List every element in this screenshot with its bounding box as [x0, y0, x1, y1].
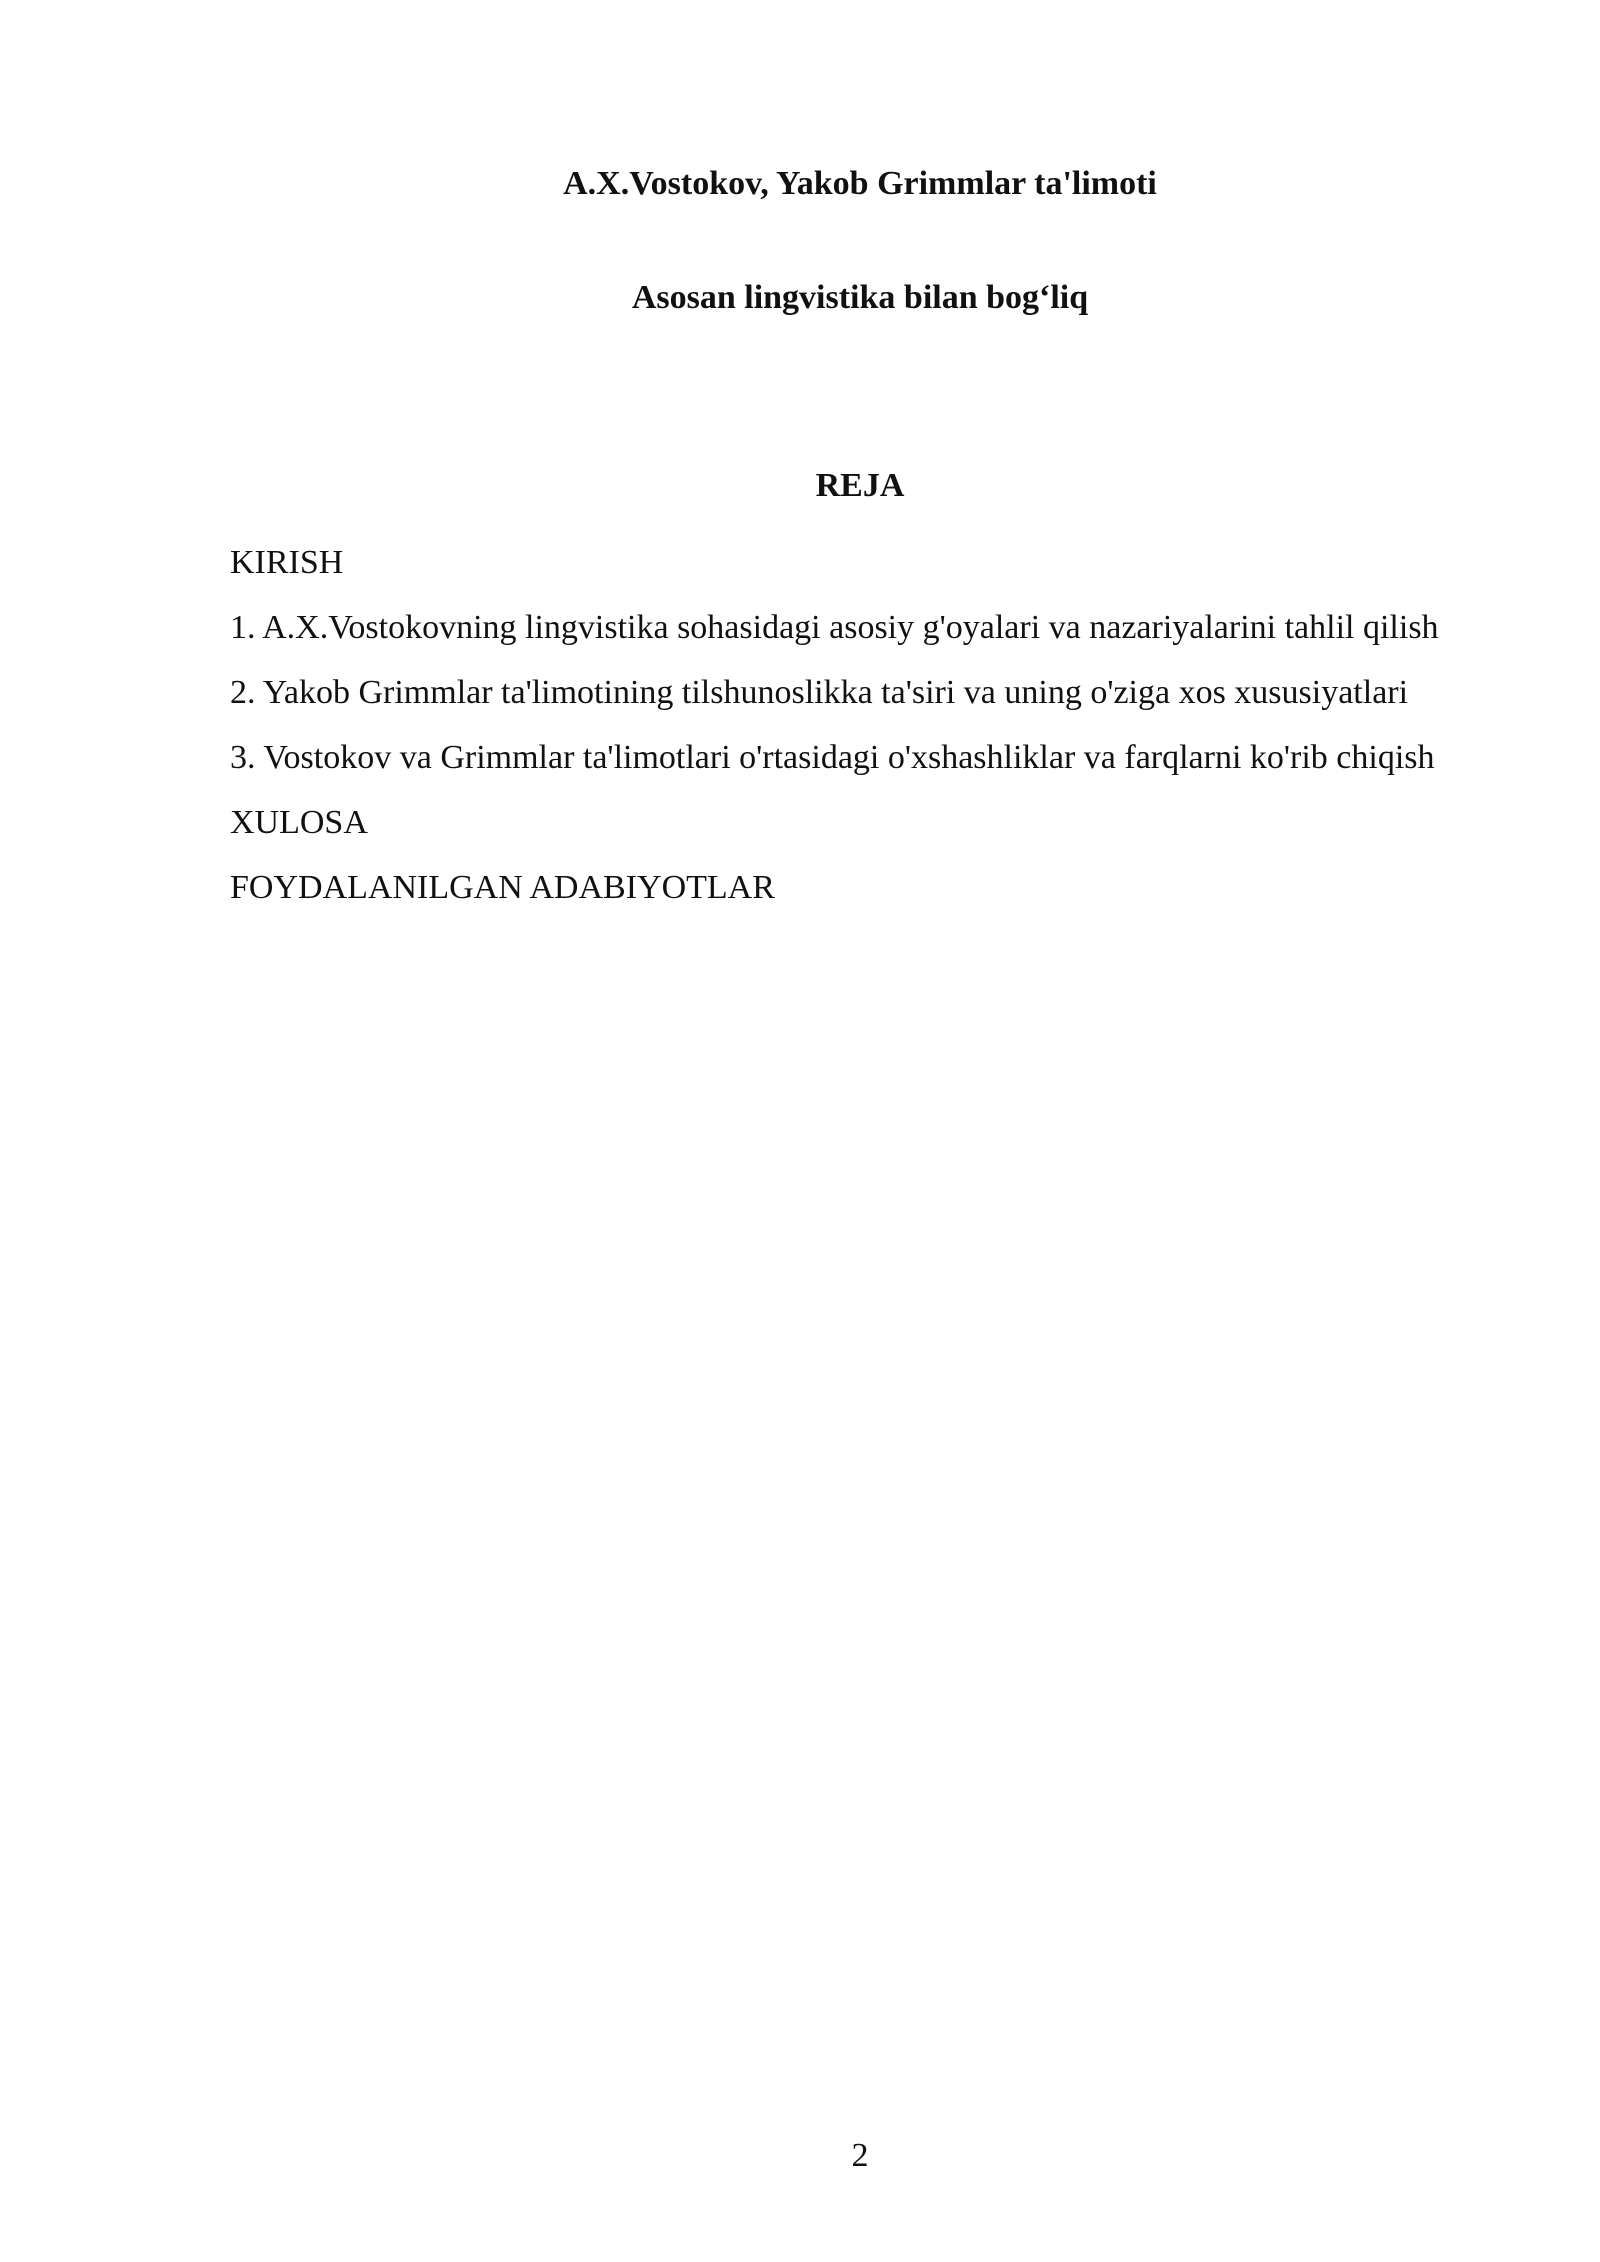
plan-heading: REJA [815, 467, 905, 504]
plan-item-3: 3. Vostokov va Grimmlar ta'limotlari o'rtasidagi o'xshashliklar va farqlarni ko'rib chiqish [230, 739, 1435, 776]
plan-item-introduction: KIRISH [230, 544, 344, 581]
page-number: 2 [851, 2137, 869, 2174]
document-subtitle: Asosan lingvistika bilan bog‘liq [631, 279, 1089, 316]
plan-item-conclusion: XULOSA [230, 804, 368, 841]
document-title: A.X.Vostokov, Yakob Grimmlar ta'limoti [563, 165, 1157, 202]
plan-item-references: FOYDALANILGAN ADABIYOTLAR [230, 869, 775, 906]
plan-item-2: 2. Yakob Grimmlar ta'limotining tilshunoslikka ta'siri va uning o'ziga xos xususiyatlari [230, 674, 1409, 711]
plan-item-1: 1. A.X.Vostokovning lingvistika sohasidagi asosiy g'oyalari va nazariyalarini tahlil qilish [230, 609, 1439, 646]
plan-list [230, 534, 1510, 924]
